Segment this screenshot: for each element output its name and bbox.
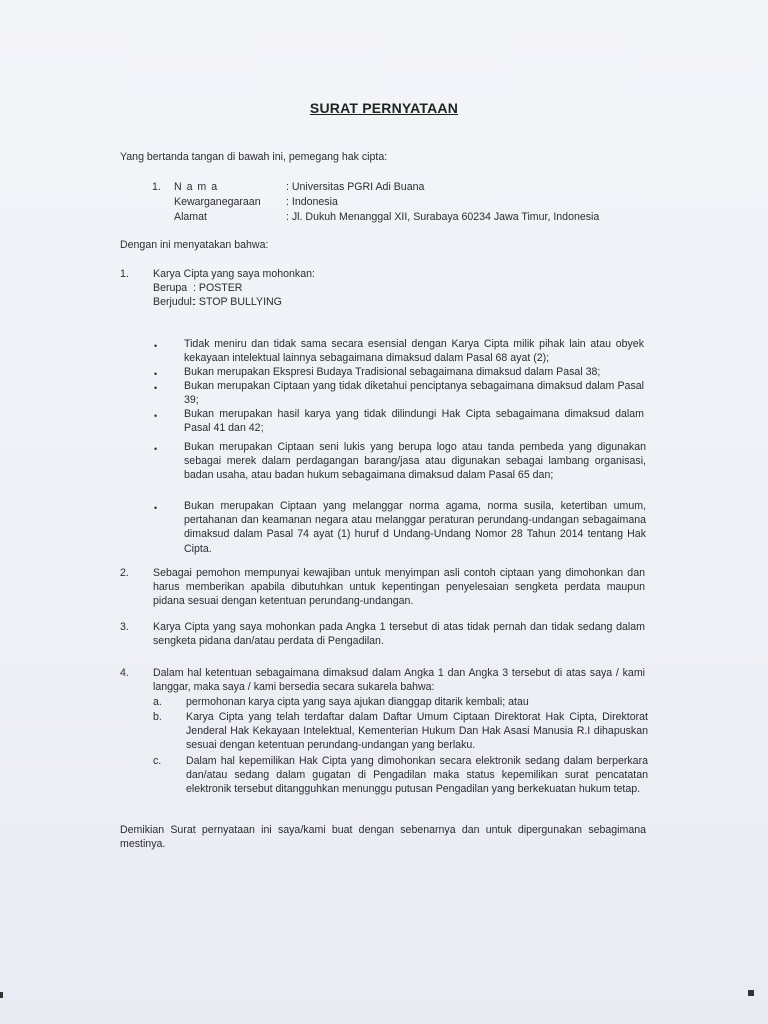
item2-number: 2. [120, 567, 129, 579]
bullet-marker: • [154, 444, 158, 454]
bullet-marker: • [154, 341, 158, 351]
bullet-marker: • [154, 383, 158, 393]
berjudul-value: : STOP BULLYING [193, 296, 282, 308]
bullet-marker: • [154, 369, 158, 379]
subitem-text: Dalam hal kepemilikan Hak Cipta yang dimohonkan secara elektronik sedang dalam berperkara dan/atau sedang dalam gugatan di Pengadilan maka status kepemilikan surat pencatatan elektronik tersebut ditangguhkan menunggu putusan Pengadilan yang berkekuatan hukum tetap. [186, 755, 648, 796]
item1-number: 1. [120, 268, 129, 280]
item2-text: Sebagai pemohon mempunyai kewajiban untuk menyimpan asli contoh ciptaan yang dimohonkan dan harus memberikan apabila dibutuhkan untuk kepentingan penyelesaian sengketa perdata maupun pidana sesuai dengan ketentuan perundang-undangan. [153, 567, 645, 608]
subitem-letter: b. [153, 711, 162, 723]
subitem-text: permohonan karya cipta yang saya ajukan dianggap ditarik kembali; atau [186, 696, 529, 708]
closing-text: Demikian Surat pernyataan ini saya/kami buat dengan sebenarnya dan untuk dipergunakan sebagimana mestinya. [120, 824, 646, 851]
bullet-item: Bukan merupakan Ciptaan seni lukis yang berupa logo atau tanda pembeda yang digunakan sebagai merek dalam perdagangan barang/jasa atau digunakan sebagai lambang organisasi, badan usaha, atau badan hukum sebagaimana dimaksud dalam Pasal 65 dan; [184, 441, 646, 482]
scan-artifact [0, 992, 3, 998]
bullet-marker: • [154, 411, 158, 421]
berjudul-label: Berjudul: [153, 296, 195, 308]
kewarganegaraan-label: Kewarganegaraan [174, 196, 261, 208]
item1-text: Karya Cipta yang saya mohonkan: [153, 268, 315, 280]
nama-label: N a m a [174, 181, 219, 193]
bullet-marker: • [154, 503, 158, 513]
kewarganegaraan-value: : Indonesia [286, 196, 338, 208]
nama-value: : Universitas PGRI Adi Buana [286, 181, 425, 193]
item4-number: 4. [120, 667, 129, 679]
subitem-letter: c. [153, 755, 162, 767]
item4-text: Dalam hal ketentuan sebagaimana dimaksud dalam Angka 1 dan Angka 3 tersebut di atas saya / kami langgar, maka saya / kami bersedia secara sukarela bahwa: [153, 667, 645, 694]
bullet-item: Tidak meniru dan tidak sama secara esensial dengan Karya Cipta milik pihak lain atau obyek kekayaan intelektual lainnya sebagaimana dimaksud dalam Pasal 68 ayat (2); [184, 338, 644, 365]
intro-text: Yang bertanda tangan di bawah ini, pemegang hak cipta: [120, 151, 388, 163]
bullet-item: Bukan merupakan Ekspresi Budaya Tradisional sebagaimana dimaksud dalam Pasal 38; [184, 366, 601, 378]
document-title: SURAT PERNYATAAN [309, 100, 459, 116]
subitem-letter: a. [153, 696, 162, 708]
alamat-label: Alamat [174, 211, 207, 223]
scan-artifact [748, 990, 754, 996]
item3-text: Karya Cipta yang saya mohonkan pada Angka 1 tersebut di atas tidak pernah dan tidak sedang dalam sengketa pidana dan/atau perdata di Pengadilan. [153, 621, 645, 648]
alamat-value: : Jl. Dukuh Menanggal XII, Surabaya 60234 Jawa Timur, Indonesia [286, 211, 600, 223]
bullet-item: Bukan merupakan Ciptaan yang tidak diketahui penciptanya sebagaimana dimaksud dalam Pasal 39; [184, 380, 644, 407]
subitem-text: Karya Cipta yang telah terdaftar dalam Daftar Umum Ciptaan Direktorat Hak Cipta, Direktorat Jenderal Hak Kekayaan Intelektual, Kementerian Hukum Dan Hak Asasi Manusia R.I dihapuskan sesuai dengan ketentuan perundang-undangan yang berlaku. [186, 711, 648, 752]
declaration-text: Dengan ini menyatakan bahwa: [120, 239, 269, 251]
bullet-item: Bukan merupakan Ciptaan yang melanggar norma agama, norma susila, ketertiban umum, pertahanan dan keamanan negara atau melanggar peraturan perundang-undangan sebagaimana dimaksud dalam Pasal 74 ayat (1) huruf d Undang-Undang Nomor 28 Tahun 2014 tentang Hak Cipta. [184, 500, 646, 555]
item3-number: 3. [120, 621, 129, 633]
berupa-value: : POSTER [193, 282, 243, 294]
berupa-label: Berupa [153, 282, 188, 294]
holder-number: 1. [152, 181, 161, 193]
bullet-item: Bukan merupakan hasil karya yang tidak dilindungi Hak Cipta sebagaimana dimaksud dalam Pasal 41 dan 42; [184, 408, 644, 435]
